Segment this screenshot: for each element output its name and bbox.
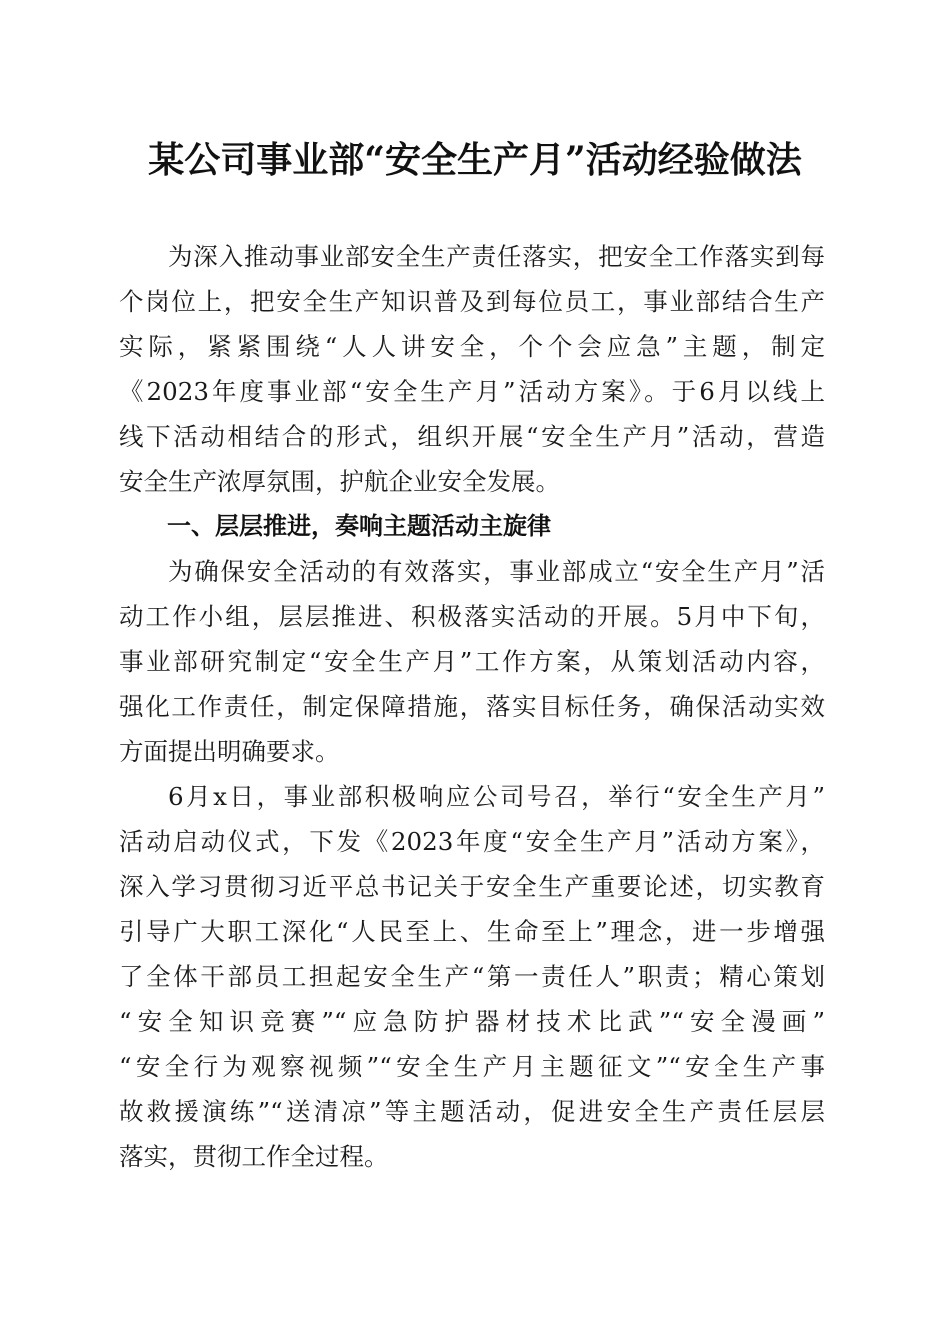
paragraph-line: 动工作小组，层层推进、积极落实活动的开展。5月中下旬， — [119, 602, 825, 631]
paragraph-line: 安全生产浓厚氛围，护航企业安全发展。 — [119, 467, 560, 496]
paragraph-line: 方面提出明确要求。 — [119, 737, 340, 766]
paragraph-line: 个岗位上，把安全生产知识普及到每位员工，事业部结合生产 — [119, 287, 825, 316]
section1-paragraph-1 — [119, 549, 825, 774]
paragraph-line: 《2023年度事业部“安全生产月”活动方案》。于6月以线上 — [119, 377, 825, 406]
section-heading: 一、层层推进，奏响主题活动主旋律 — [167, 512, 551, 540]
intro-paragraph — [119, 234, 825, 504]
document-title: 某公司事业部“安全生产月”活动经验做法 — [148, 139, 802, 181]
paragraph-line: 深入学习贯彻习近平总书记关于安全生产重要论述，切实教育 — [119, 872, 825, 901]
paragraph-line: 引导广大职工深化“人民至上、生命至上”理念，进一步增强 — [119, 917, 825, 946]
paragraph-line: “安全行为观察视频”“安全生产月主题征文”“安全生产事 — [119, 1052, 825, 1081]
paragraph-line: 了全体干部员工担起安全生产“第一责任人”职责；精心策划 — [119, 962, 825, 991]
paragraph-line: 实际，紧紧围绕“人人讲安全，个个会应急”主题，制定 — [119, 332, 825, 361]
paragraph-line: 落实，贯彻工作全过程。 — [119, 1142, 389, 1171]
paragraph-line: 活动启动仪式，下发《2023年度“安全生产月”活动方案》， — [119, 827, 825, 856]
paragraph-line: 线下活动相结合的形式，组织开展“安全生产月”活动，营造 — [119, 422, 825, 451]
document-body — [119, 234, 825, 1179]
paragraph-line: 强化工作责任，制定保障措施，落实目标任务，确保活动实效 — [119, 692, 825, 721]
paragraph-line: “安全知识竞赛”“应急防护器材技术比武”“安全漫画” — [119, 1007, 825, 1036]
paragraph-line: 故救援演练”“送清凉”等主题活动，促进安全生产责任层层 — [119, 1097, 825, 1126]
paragraph-line: 6月x日，事业部积极响应公司号召，举行“安全生产月” — [168, 782, 825, 811]
paragraph-line: 事业部研究制定“安全生产月”工作方案，从策划活动内容， — [119, 647, 825, 676]
paragraph-line: 为深入推动事业部安全生产责任落实，把安全工作落实到每 — [168, 242, 825, 271]
section1-paragraph-2 — [119, 774, 825, 1179]
paragraph-line: 为确保安全活动的有效落实，事业部成立“安全生产月”活 — [168, 557, 825, 586]
